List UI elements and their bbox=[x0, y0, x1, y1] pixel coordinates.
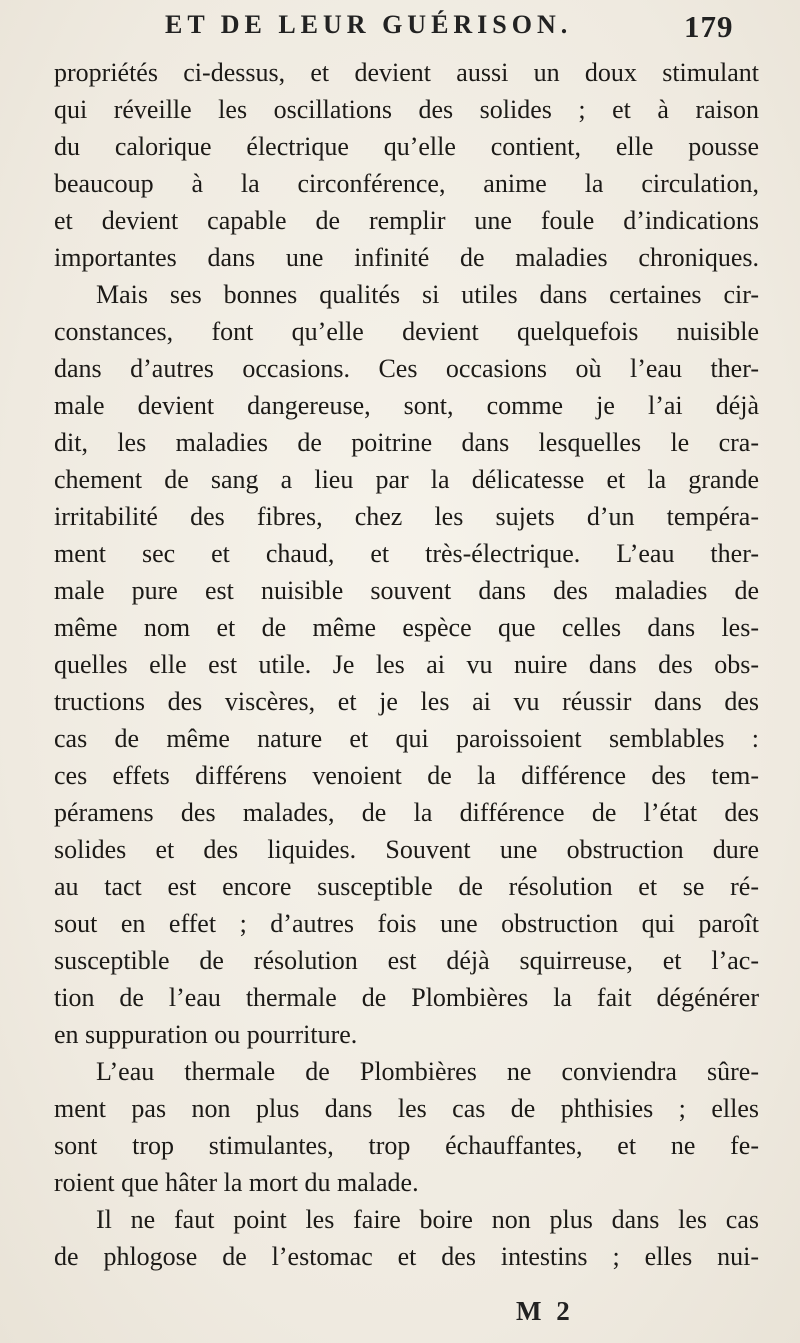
text-line: tructions des viscères, et je les ai vu réussir dans des bbox=[54, 687, 759, 716]
text-line: ces effets différens venoient de la différence des tem- bbox=[54, 761, 759, 790]
text-line: male pure est nuisible souvent dans des maladies de bbox=[54, 576, 759, 605]
text-line: roient que hâter la mort du malade. bbox=[54, 1168, 419, 1197]
text-line: constances, font qu’elle devient quelquefois nuisible bbox=[54, 317, 759, 346]
text-line: cas de même nature et qui paroissoient semblables : bbox=[54, 724, 759, 753]
text-line: même nom et de même espèce que celles dans les- bbox=[54, 613, 759, 642]
text-line: en suppuration ou pourriture. bbox=[54, 1020, 358, 1049]
text-line: péramens des malades, de la différence de l’état des bbox=[54, 798, 759, 827]
text-line: qui réveille les oscillations des solides ; et à raison bbox=[54, 95, 759, 124]
text-line: dit, les maladies de poitrine dans lesquelles le cra- bbox=[54, 428, 759, 457]
text-line: ment pas non plus dans les cas de phthisies ; elles bbox=[54, 1094, 759, 1123]
text-line: au tact est encore susceptible de résolution et se ré- bbox=[54, 872, 759, 901]
text-line: de phlogose de l’estomac et des intestins ; elles nui- bbox=[54, 1242, 759, 1271]
text-line: importantes dans une infinité de maladies chroniques. bbox=[54, 243, 759, 272]
page-number: 179 bbox=[684, 9, 734, 44]
text-line: irritabilité des fibres, chez les sujets d’un tempéra- bbox=[54, 502, 759, 531]
text-line: dans d’autres occasions. Ces occasions où l’eau ther- bbox=[54, 354, 759, 383]
text-line: sout en effet ; d’autres fois une obstruction qui paroît bbox=[54, 909, 759, 938]
text-line: sont trop stimulantes, trop échauffantes, et ne fe- bbox=[54, 1131, 759, 1160]
text-line: Il ne faut point les faire boire non plus dans les cas bbox=[96, 1205, 759, 1234]
running-head bbox=[0, 10, 800, 50]
text-line: du calorique électrique qu’elle contient, elle pousse bbox=[54, 132, 759, 161]
text-line: Mais ses bonnes qualités si utiles dans certaines cir- bbox=[96, 280, 759, 309]
text-line: beaucoup à la circonférence, anime la circulation, bbox=[54, 169, 759, 198]
running-head-title: ET DE LEUR GUÉRISON. bbox=[165, 10, 573, 39]
text-line: susceptible de résolution est déjà squirreuse, et l’ac- bbox=[54, 946, 759, 975]
text-line: solides et des liquides. Souvent une obstruction dure bbox=[54, 835, 759, 864]
text-line: quelles elle est utile. Je les ai vu nuire dans des obs- bbox=[54, 650, 759, 679]
signature-mark: M 2 bbox=[516, 1296, 574, 1326]
text-line: et devient capable de remplir une foule d’indications bbox=[54, 206, 759, 235]
text-line: tion de l’eau thermale de Plombières la fait dégénérer bbox=[54, 983, 759, 1012]
text-line: L’eau thermale de Plombières ne conviendra sûre- bbox=[96, 1057, 759, 1086]
text-line: male devient dangereuse, sont, comme je l’ai déjà bbox=[54, 391, 759, 420]
text-line: propriétés ci-dessus, et devient aussi un doux stimulant bbox=[54, 58, 759, 87]
text-line: chement de sang a lieu par la délicatesse et la grande bbox=[54, 465, 759, 494]
text-line: ment sec et chaud, et très-électrique. L’eau ther- bbox=[54, 539, 759, 568]
